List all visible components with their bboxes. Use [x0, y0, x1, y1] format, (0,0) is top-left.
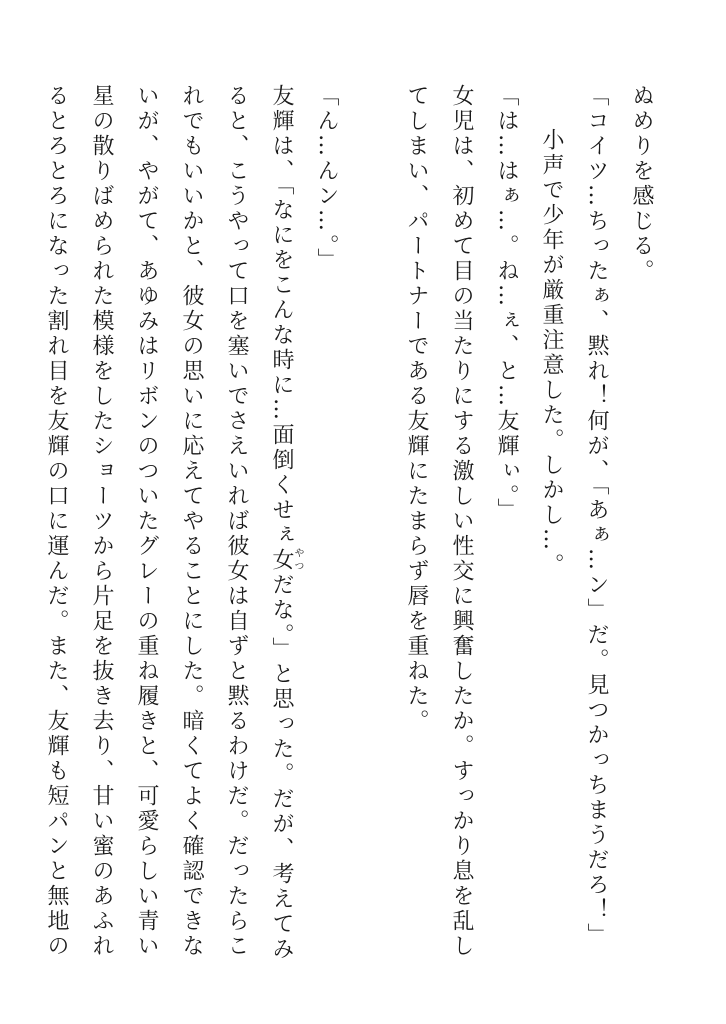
ruby-text: やつ	[292, 547, 303, 574]
text-line-4: 「は…はぁ…。ね…ぇ、と…友輝ぃ。」	[494, 84, 519, 523]
text-line-12: 星の散りばめられた模様をしたショーツから片足を抜き去り、甘い蜜のあふれ	[89, 84, 114, 959]
text-line-9: ると、こうやって口を塞いでさえいれば彼女は自ずと黙るわけだ。だったらこ	[224, 84, 249, 959]
ruby-annotation	[269, 547, 303, 574]
vertical-text-body	[34, 84, 664, 962]
text-line-7: 「ん…んン…。」	[314, 84, 339, 273]
paragraph-spacer	[349, 84, 394, 954]
text-line-6: てしまい、パートナーである友輝にたまらず唇を重ねた。	[404, 84, 429, 734]
ruby-base: 女	[269, 547, 294, 574]
text-line-8	[259, 84, 304, 962]
text-line-8-part-a: 友輝は、「なにをこんな時に…面倒くせぇ	[269, 84, 294, 548]
text-line-8-part-b: だな。」と思った。だが、考えてみ	[269, 573, 294, 962]
text-line-3: 小声で少年が厳重注意した。しかし…。	[539, 128, 564, 578]
text-line-10: れでもいいかと、彼女の思いに応えてやることにした。暗くてよく確認できな	[179, 84, 204, 959]
text-line-13: るとろとろになった割れ目を友輝の口に運んだ。また、友輝も短パンと無地の	[44, 84, 69, 959]
text-line-1: ぬめりを感じる。	[629, 84, 654, 284]
text-line-11: いが、やがて、あゆみはリボンのついたグレーの重ね履きと、可愛らしい青い	[134, 84, 159, 959]
text-line-5: 女児は、初めて目の当たりにする激しい性交に興奮したか。すっかり息を乱し	[449, 84, 474, 959]
text-line-2: 「コイツ…ちったぁ、黙れ！何が、「あぁ…ン」だ。見つかっちまうだろ！」	[584, 84, 609, 948]
